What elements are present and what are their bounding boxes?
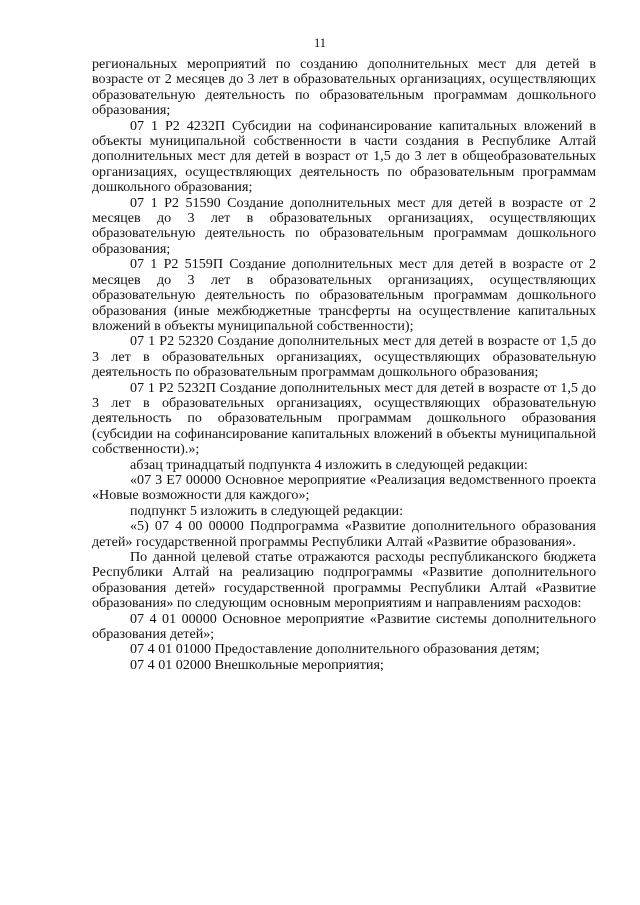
paragraph-continuation: региональных мероприятий по созданию дополнительных мест для детей в возрасте от 2 месяцев до 3 лет в образовательных организациях, осуществляющих образовательную деятельность по образовательным программам дошкольного образования;: [92, 56, 596, 119]
paragraph-52320: 07 1 P2 52320 Создание дополнительных мест для детей в возрасте от 1,5 до 3 лет в образовательных организациях, осуществляющих образовательную деятельность по образовательным программам дошкольного образования;: [92, 333, 596, 381]
paragraph-5159p: 07 1 P2 5159П Создание дополнительных мест для детей в возрасте от 2 месяцев до 3 лет в образовательных организациях, осуществляющих образовательную деятельность по образовательным программам дошкольного образования (иные межбюджетные трансферты на осуществление капитальных вложений в объекты муниципальной собственности);: [92, 256, 596, 334]
paragraph-07-4-01-02000: 07 4 01 02000 Внешкольные мероприятия;: [130, 656, 384, 673]
paragraph-subprogram-07-4: «5) 07 4 00 00000 Подпрограмма «Развитие дополнительного образования детей» государственной программы Республики Алтай «Развитие образования».: [92, 518, 596, 550]
paragraph-4232p: 07 1 P2 4232П Субсидии на софинансирование капитальных вложений в объекты муниципальной собственности в части создания в Республике Алтай дополнительных мест для детей в возраст от 1,5 до 3 лет в общеобразовательных организациях, осуществляющих деятельность по образовательным программам дошкольного образования;: [92, 117, 596, 196]
page-number: 11: [313, 36, 327, 50]
document-body: [92, 57, 596, 673]
paragraph-amendment-thirteenth: абзац тринадцатый подпункта 4 изложить в следующей редакции:: [130, 456, 528, 473]
paragraph-51590: 07 1 P2 51590 Создание дополнительных мест для детей в возрасте от 2 месяцев до 3 лет в образовательных организациях, осуществляющих образовательную деятельность по образовательным программам дошкольного образования;: [92, 194, 596, 257]
paragraph-5232p: 07 1 P2 5232П Создание дополнительных мест для детей в возрасте от 1,5 до 3 лет в образовательных организациях, осуществляющих образовательную деятельность по образовательным программам дошкольного образования (субсидии на софинансирование капитальных вложений в объекты муниципальной собственности).»;: [92, 379, 596, 458]
paragraph-07-4-01-00000: 07 4 01 00000 Основное мероприятие «Развитие системы дополнительного образования детей»;: [92, 610, 596, 643]
paragraph-07-4-01-01000: 07 4 01 01000 Предоставление дополнительного образования детям;: [130, 641, 540, 658]
paragraph-07-3-e7: «07 3 E7 00000 Основное мероприятие «Реализация ведомственного проекта «Новые возможности для каждого»;: [92, 471, 596, 504]
paragraph-subitem-5-intro: подпункт 5 изложить в следующей редакции:: [130, 502, 404, 519]
paragraph-target-article: По данной целевой статье отражаются расходы республиканского бюджета Республики Алтай на реализацию подпрограммы «Развитие дополнительного образования детей» государственной программы Республики Алтай «Развитие образования» по следующим основным мероприятиям и направлениям расходов:: [92, 549, 596, 612]
